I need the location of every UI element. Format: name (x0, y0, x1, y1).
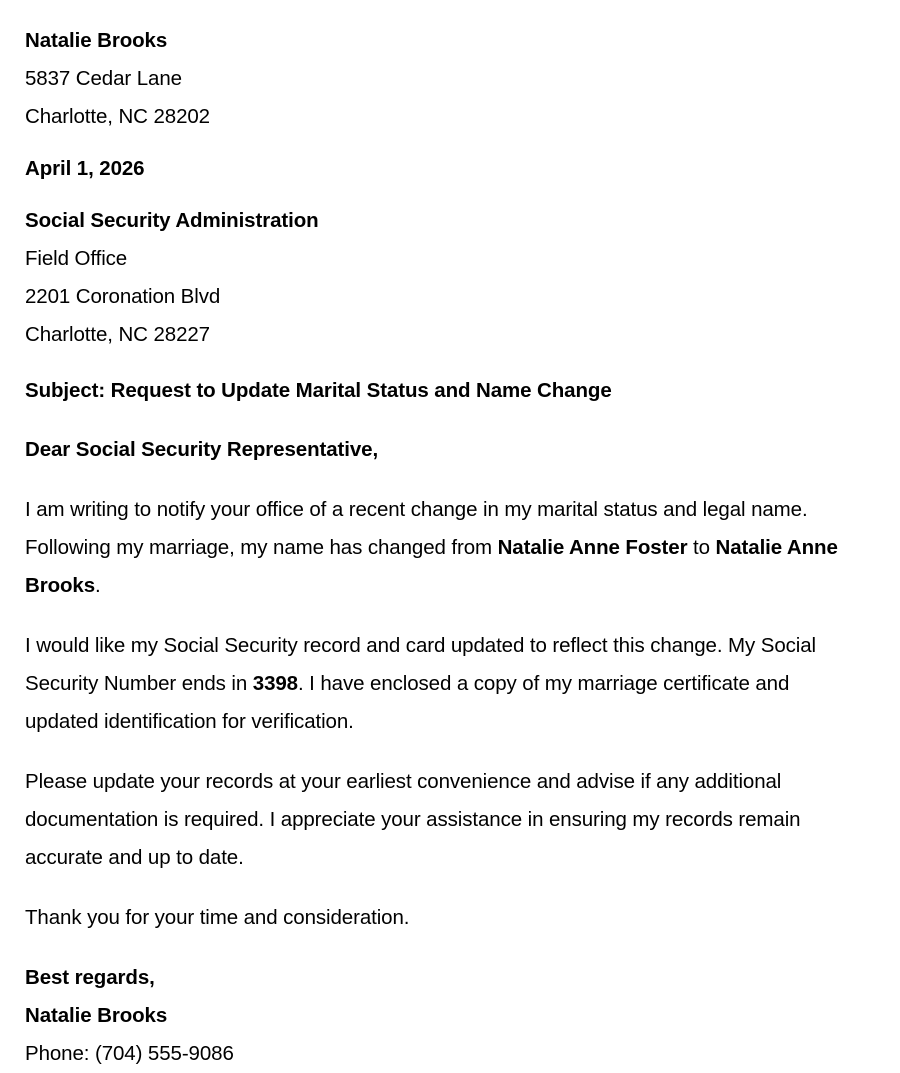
letter-date: April 1, 2026 (25, 157, 145, 180)
recipient-address-block (25, 202, 865, 354)
paragraph-2-text-part-2: . I have enclosed a copy of my marriage certificate and updated identification for verification. (25, 672, 790, 733)
recipient-city-state-zip: Charlotte, NC 28227 (25, 323, 210, 346)
sender-street: 5837 Cedar Lane (25, 67, 182, 90)
body-paragraph-2 (25, 627, 865, 741)
ssn-last-four: 3398 (252, 672, 298, 695)
signature-name: Natalie Brooks (25, 1004, 168, 1027)
recipient-organization: Social Security Administration (25, 209, 319, 232)
body-paragraph-3: Please update your records at your earliest convenience and advise if any additional documentation is required. I appreciate your assistance in ensuring my records remain accurate and up to date. (25, 770, 801, 869)
spacer-after-recipient (25, 354, 865, 372)
new-name: Natalie Anne Brooks (25, 536, 838, 597)
paragraph-1-text-part-3: . (95, 574, 101, 597)
contact-phone: Phone: (704) 555-9086 (25, 1042, 234, 1065)
subject-line: Subject: Request to Update Marital Status and Name Change (25, 379, 612, 402)
sender-city-state-zip: Charlotte, NC 28202 (25, 105, 210, 128)
valediction: Best regards, (25, 966, 155, 989)
date-block (25, 150, 865, 188)
former-name: Natalie Anne Foster (497, 536, 688, 559)
closing-block (25, 959, 865, 1073)
body-paragraph-1 (25, 491, 865, 605)
recipient-department: Field Office (25, 247, 128, 270)
spacer-after-sender (25, 136, 865, 150)
spacer-after-salutation (25, 469, 865, 491)
salutation: Dear Social Security Representative, (25, 438, 379, 461)
sender-address-block (25, 22, 865, 136)
sender-name: Natalie Brooks (25, 29, 168, 52)
paragraph-2-text-part-1: I would like my Social Security record and card updated to reflect this change. My Social Security Number ends in (25, 634, 816, 695)
paragraph-1-text-part-2: to (687, 536, 716, 559)
paragraph-1-text-part-1: I am writing to notify your office of a recent change in my marital status and legal name. Following my marriage, my name has changed from (25, 498, 808, 559)
body-paragraph-4: Thank you for your time and consideration. (25, 906, 410, 929)
spacer-after-date (25, 188, 865, 202)
recipient-street: 2201 Coronation Blvd (25, 285, 221, 308)
